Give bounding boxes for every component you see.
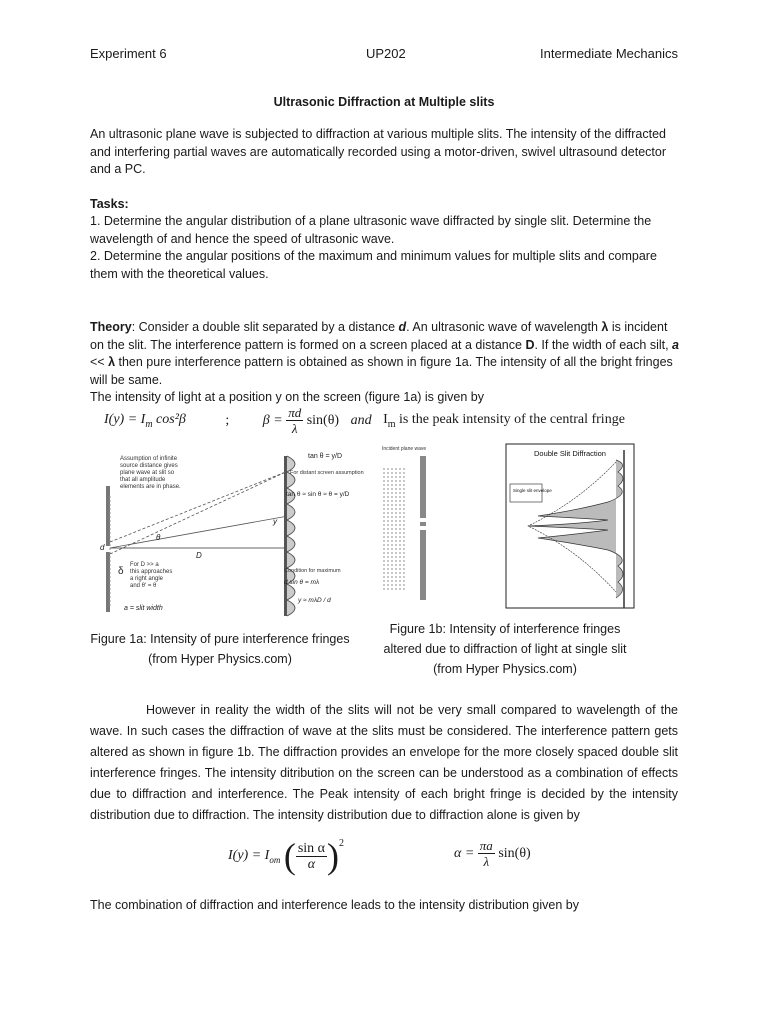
tasks-heading: Tasks: [90, 197, 129, 211]
equation-alpha: α = $\frac{\pi a}{\lambda}$ sin(θ) [454, 838, 531, 869]
fig1a-d-label: d [100, 543, 105, 552]
fig1a-D-label: D [196, 551, 202, 560]
task-1: 1. Determine the angular distribution of a plane ultrasonic wave diffracted by single slit. Determine the wavelength of and hence the speed of ultrasonic wave. [90, 214, 652, 246]
task-2: 2. Determine the angular positions of the maximum and minimum values for multiple slits and compare them with the theoretical values. [90, 249, 657, 281]
fig1b-barrier-mid [420, 522, 426, 526]
figure-1a-caption: Figure 1a: Intensity of pure interference fringes (from Hyper Physics.com) [90, 632, 350, 666]
figure-1b-caption: Figure 1b: Intensity of interference fringes altered due to diffraction of light at single slit (from Hyper Physics.com) [383, 622, 627, 676]
intro-paragraph: An ultrasonic plane wave is subjected to diffraction at various multiple slits. The intensity of the diffracted and interfering partial waves are automatically recorded using a motor-driven, swivel ultrasound detector and a PC. [90, 127, 667, 176]
fig1b-barrier-top [420, 456, 426, 518]
fig1a-y-eq: y ≈ mλD / d [298, 597, 331, 604]
diffraction-paragraph: However in reality the width of the slits will not be very small compared to wavelength of the wave. In such cases the diffraction of wave at the slits must be considered. The interference pattern gets altered as shown in figure 1b. The diffraction provides an envelope for the more closely spaced double slit interference fringes. The intensity ditribution on the screen can be understood as a combination of effects due to diffraction and interference. The Peak intensity of each bright fringe is decided by the intensity distribution due to diffraction. The intensity distribution due to diffraction alone is given by [90, 703, 678, 822]
fig1a-cond-max: Condition for maximum [284, 568, 341, 574]
fig1a-tan-eq: tan θ = y/D [308, 453, 343, 460]
header-subject: Intermediate Mechanics [539, 46, 678, 61]
fig1b-box-title: Double Slit Diffraction [534, 449, 606, 458]
fig1a-y-label: y [273, 517, 277, 526]
fig1b-incident-label: Incident plane wave [382, 446, 427, 452]
theory-paragraph: Theory: Consider a double slit separated by a distance d. An ultrasonic wave of wavelength λ is incident on the slit. The interference pattern is formed on a screen placed at a distance D. If the width of each silt, a << λ then pure interference pattern is obtained as shown in figure 1a. The intensity of all the bright fringes will be same. [90, 320, 679, 387]
header-course: UP202 [366, 46, 406, 61]
final-paragraph: The combination of diffraction and interference leads to the intensity distribution given by [90, 898, 579, 912]
fig1a-cond-eq: d sin θ = mλ [284, 579, 320, 586]
fig1a-annot-top: Assumption of infinite source distance gives plane wave at slit so that all amplitude elements are in phase. [120, 456, 181, 490]
fig1a-barrier-bottom [106, 552, 110, 612]
fig1a-barrier-top [106, 486, 110, 546]
figure-1b [378, 442, 640, 614]
fig1a-approx-eq: tan θ ≈ sin θ ≈ θ = y/D [286, 491, 350, 498]
equation-diffraction: $I(y) = I_{om}$ ( $\frac{\text{sin α}}{\alpha}$ )$^2$ [228, 836, 344, 876]
fig1b-barrier-bottom [420, 530, 426, 600]
page-title: Ultrasonic Diffraction at Multiple slits [273, 95, 495, 109]
fig1a-slit-width: a = slit width [124, 605, 163, 612]
header-experiment: Experiment 6 [90, 46, 167, 61]
fig1a-delta-label: δ [118, 566, 124, 577]
equation-interference: $I(y) = I_m$ cos²β ; β = $\frac{\pi d}{\lambda}$ sin(θ) and $I_m$ is the peak intensity of the central fringe [104, 405, 625, 436]
figure-1a [88, 446, 378, 618]
fig1a-for-D-note: For D >> a this approaches a right angle and θ' = θ [130, 562, 173, 589]
fig1b-envelope-label: Single slit envelope [513, 488, 552, 493]
theory-line2: The intensity of light at a position y on the screen (figure 1a) is given by [90, 390, 484, 404]
fig1a-distant-note: For distant screen assumption [290, 470, 364, 476]
fig1a-theta-label: θ [156, 533, 161, 542]
theory-label: Theory [90, 320, 132, 334]
